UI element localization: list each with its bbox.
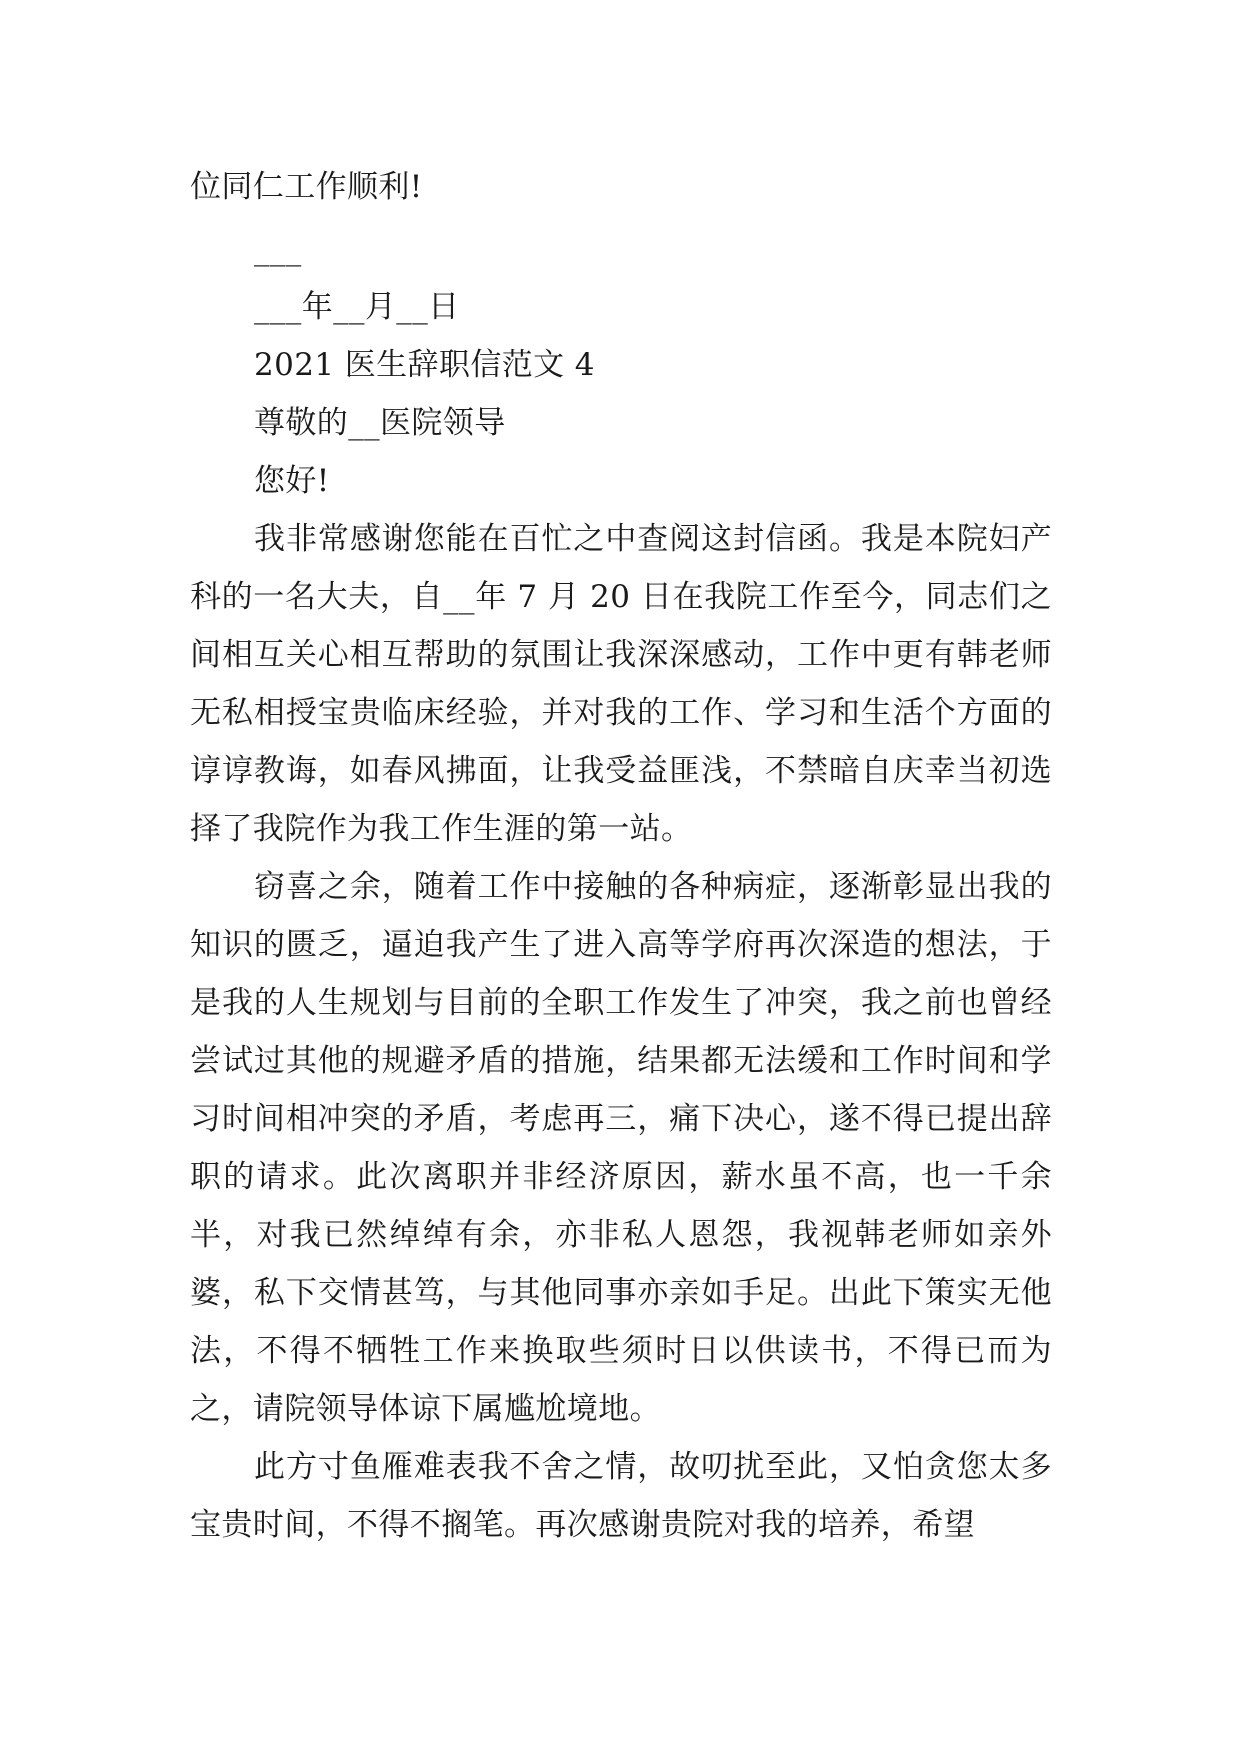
salutation: 尊敬的__医院领导 <box>254 405 506 441</box>
date-blank: ___年__月__日 <box>254 289 460 325</box>
signature-blank: ___ <box>254 231 302 267</box>
closing-wish-line: 位同仁工作顺利! <box>190 169 423 205</box>
greeting: 您好! <box>254 463 330 499</box>
document-body <box>190 158 1052 1554</box>
body-paragraph-2: 窃喜之余，随着工作中接触的各种病症，逐渐彰显出我的知识的匮乏，逼迫我产生了进入高等学府再次深造的想法，于是我的人生规划与目前的全职工作发生了冲突，我之前也曾经尝试过其他的规避矛盾的措施，结果都无法缓和工作时间和学习时间相冲突的矛盾，考虑再三，痛下决心，遂不得已提出辞职的请求。此次离职并非经济原因，薪水虽不高，也一千余半，对我已然绰绰有余，亦非私人恩怨，我视韩老师如亲外婆，私下交情甚笃，与其他同事亦亲如手足。出此下策实无他法，不得不牺牲工作来换取些须时日以供读书，不得已而为之，请院领导体谅下属尴尬境地。 <box>190 869 1052 1427</box>
body-paragraph-3: 此方寸鱼雁难表我不舍之情，故叨扰至此，又怕贪您太多宝贵时间，不得不搁笔。再次感谢贵院对我的培养，希望 <box>190 1449 1052 1543</box>
letter-title: 2021 医生辞职信范文 4 <box>254 347 595 383</box>
body-paragraph-1: 我非常感谢您能在百忙之中查阅这封信函。我是本院妇产科的一名大夫，自__年 7 月 20 日在我院工作至今，同志们之间相互关心相互帮助的氛围让我深深感动，工作中更有韩老师无私相授宝贵临床经验，并对我的工作、学习和生活个方面的谆谆教诲，如春风拂面，让我受益匪浅，不禁暗自庆幸当初选择了我院作为我工作生涯的第一站。 <box>190 521 1052 847</box>
